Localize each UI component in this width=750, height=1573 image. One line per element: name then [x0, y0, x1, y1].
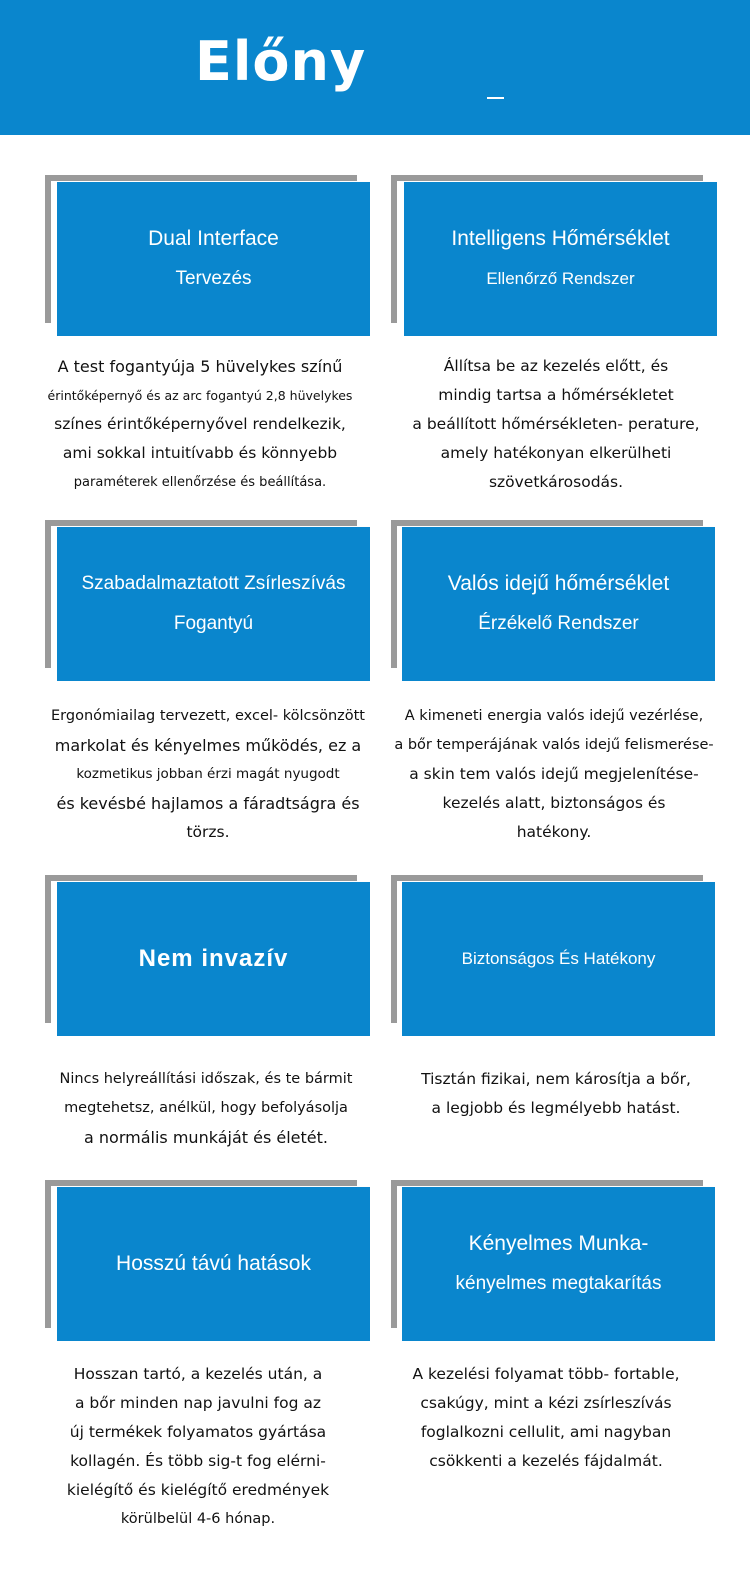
- description-line: Nincs helyreállítási időszak, és te bármit: [59, 1071, 353, 1087]
- description-line: ami sokkal intuitívabb és könnyebb: [62, 444, 338, 462]
- header-decoration: [487, 97, 504, 99]
- feature-card-dual-interface: [57, 182, 370, 336]
- description-line: a bőr minden nap javulni fog az: [75, 1394, 321, 1412]
- card-title-line: Valós idejű hőmérséklet: [447, 572, 670, 595]
- description-line: a normális munkáját és életét.: [84, 1128, 328, 1147]
- description-line: A kezelési folyamat több- fortable,: [412, 1365, 680, 1383]
- header-banner: [0, 0, 750, 135]
- page-title: Előny: [195, 30, 367, 93]
- card-title-line: Érzékelő Rendszer: [478, 613, 639, 634]
- card-title-line: Kényelmes Munka-: [468, 1232, 649, 1255]
- card-title-line: Intelligens Hőmérséklet: [451, 227, 670, 250]
- description-line: és kevésbé hajlamos a fáradtságra és: [56, 794, 360, 813]
- description-line: foglalkozni cellulit, ami nagyban: [420, 1423, 672, 1441]
- card-title-line: kényelmes megtakarítás: [455, 1273, 662, 1294]
- description-line: paraméterek ellenőrzése és beállítása.: [73, 475, 327, 490]
- feature-description: [386, 352, 726, 497]
- feature-description: [28, 1360, 368, 1534]
- description-line: megtehetsz, anélkül, hogy befolyásolja: [64, 1100, 348, 1116]
- card-title-line: Ellenőrző Rendszer: [486, 269, 635, 288]
- card-title-line: Nem invazív: [138, 945, 289, 972]
- description-line: A test fogantyúja 5 hüvelykes színű: [57, 357, 343, 376]
- description-line: csakúgy, mint a kézi zsírleszívás: [420, 1394, 672, 1412]
- description-line: amely hatékonyan elkerülheti: [440, 444, 672, 462]
- feature-description: [30, 352, 370, 497]
- card-title-line: Dual Interface: [148, 227, 279, 250]
- description-line: A kimeneti energia valós idejű vezérlése,: [404, 708, 704, 724]
- description-line: Ergonómiailag tervezett, excel- kölcsönzött: [51, 708, 365, 724]
- description-line: kielégítő és kielégítő eredmények: [66, 1481, 330, 1499]
- feature-card-long-term-effects: [57, 1187, 370, 1341]
- description-line: kezelés alatt, biztonságos és: [442, 794, 666, 812]
- card-title-line: Biztonságos És Hatékony: [461, 949, 656, 968]
- feature-card-safe-effective: [402, 882, 715, 1036]
- description-line: érintőképernyő és az arc fogantyú 2,8 hüvelykes: [47, 388, 353, 403]
- description-line: új termékek folyamatos gyártása: [69, 1423, 327, 1441]
- description-line: színes érintőképernyővel rendelkezik,: [54, 415, 346, 433]
- feature-card-temperature-control: [404, 182, 717, 336]
- description-line: mindig tartsa a hőmérsékletet: [438, 386, 674, 404]
- feature-description: [36, 1065, 376, 1152]
- feature-card-comfortable-work: [402, 1187, 715, 1341]
- description-line: a beállított hőmérsékleten- perature,: [412, 415, 700, 433]
- description-line: hatékony.: [516, 823, 592, 841]
- card-title-line: Hosszú távú hatások: [116, 1252, 311, 1275]
- description-line: a legjobb és legmélyebb hatást.: [431, 1099, 681, 1117]
- description-line: a skin tem valós idejű megjelenítése-: [409, 765, 699, 783]
- feature-card-temperature-sensing: [402, 527, 715, 681]
- feature-card-liposuction-handle: [57, 527, 370, 681]
- feature-card-non-invasive: [57, 882, 370, 1036]
- description-line: a bőr temperájának valós idejű felismerése-: [394, 737, 714, 753]
- description-line: törzs.: [186, 823, 230, 841]
- feature-description: [38, 702, 378, 847]
- description-line: Hosszan tartó, a kezelés után, a: [73, 1365, 323, 1383]
- description-line: Állítsa be az kezelés előtt, és: [443, 357, 669, 375]
- description-line: Tisztán fizikai, nem károsítja a bőr,: [421, 1070, 691, 1088]
- feature-description: [384, 702, 724, 847]
- description-line: kollagén. És több sig-t fog elérni-: [70, 1452, 326, 1470]
- feature-description: [376, 1360, 716, 1476]
- description-line: szövetkárosodás.: [488, 473, 624, 491]
- description-line: körülbelül 4-6 hónap.: [120, 1511, 276, 1527]
- description-line: kozmetikus jobban érzi magát nyugodt: [76, 766, 340, 782]
- feature-description: [386, 1065, 726, 1123]
- card-title-line: Fogantyú: [173, 613, 254, 634]
- card-title-line: Szabadalmaztatott Zsírleszívás: [81, 573, 346, 594]
- description-line: markolat és kényelmes működés, ez a: [54, 736, 362, 755]
- description-line: csökkenti a kezelés fájdalmát.: [429, 1452, 663, 1470]
- card-title-line: Tervezés: [175, 268, 252, 289]
